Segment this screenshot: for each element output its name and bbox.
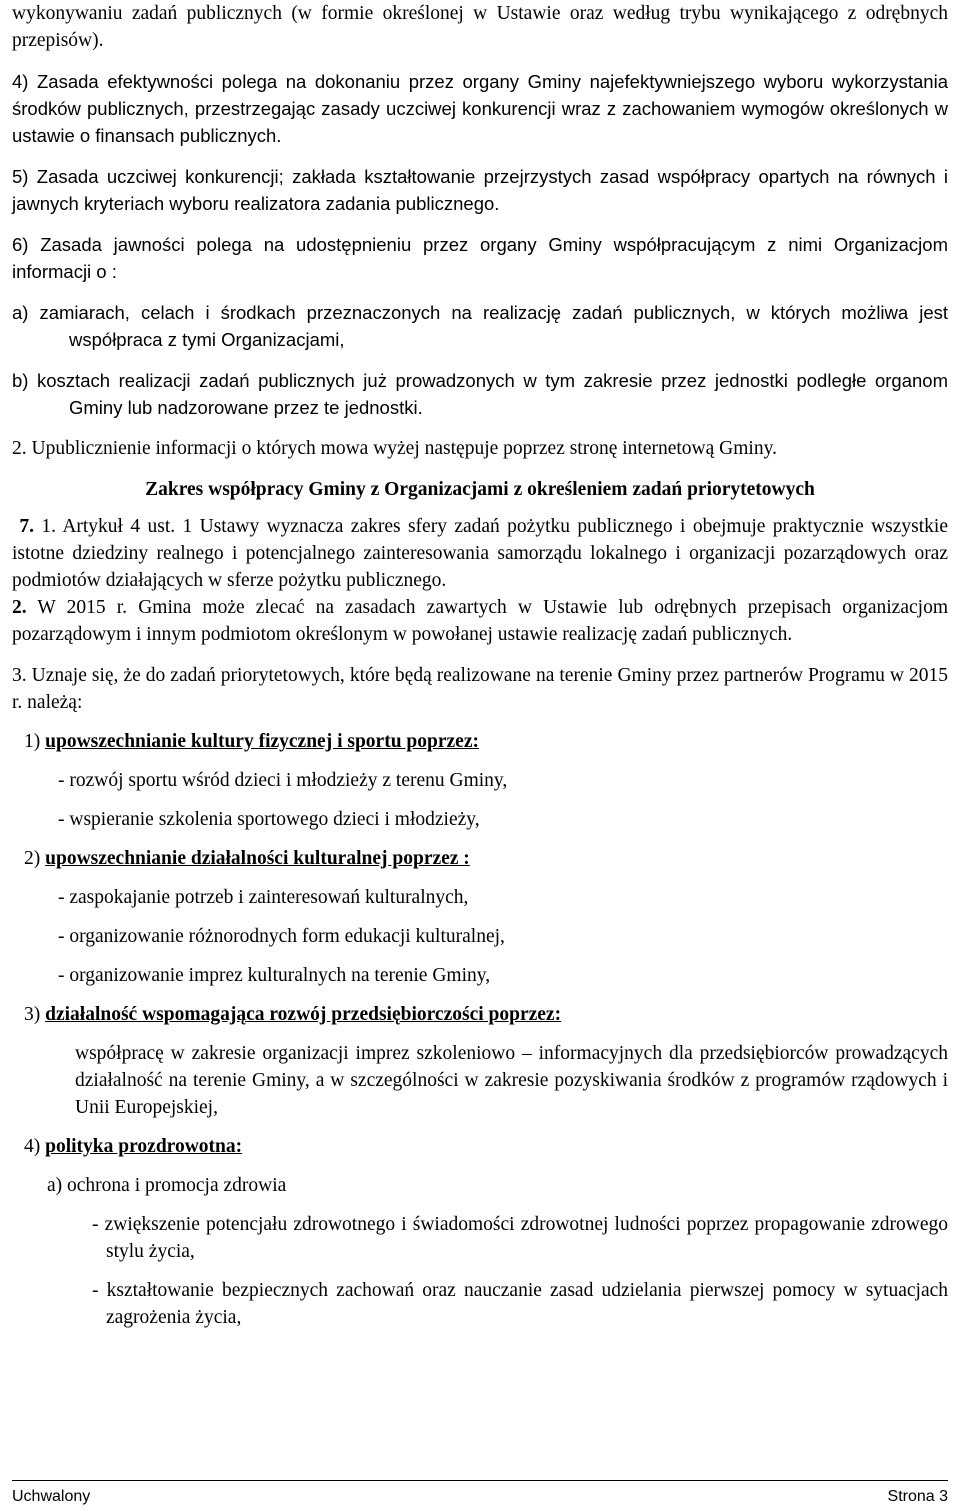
intro-continuation: wykonywaniu zadań publicznych (w formie określonej w Ustawie oraz według trybu wynikającego z odrębnych przepisów). [12, 3, 948, 51]
priority-3-title: działalność wspomagająca rozwój przedsiębiorczości poprzez: [45, 1004, 562, 1025]
transparency-item-a: a) zamiarach, celach i środkach przeznaczonych na realizację zadań publicznych, w których możliwa jest współpraca z tymi Organizacjami, [12, 302, 948, 350]
paragraph-2-text: W 2015 r. Gmina może zlecać na zasadach zawartych w Ustawie lub odrębnych przepisach organizacjom pozarządowym i innym podmiotom określonym w powołanej ustawie realizację zadań publicznych. [12, 597, 948, 645]
section-7-text: 1. Artykuł 4 ust. 1 Ustawy wyznacza zakres sfery zadań pożytku publicznego i obejmuje praktycznie wszystkie istotne dziedziny realnego i potencjalnego zainteresowania samorządu lokalnego i organizacji pozarządowych oraz podmiotów działających w sferze pożytku publicznego. [12, 516, 949, 591]
principle-competition: 5) Zasada uczciwej konkurencji; zakłada kształtowanie przejrzystych zasad współpracy opartych na równych i jawnych kryteriach wyboru realizatora zadania publicznego. [12, 166, 948, 214]
priority-1-title: upowszechnianie kultury fizycznej i sportu poprzez: [45, 731, 479, 752]
priority-4-item: - zwiększenie potencjału zdrowotnego i świadomości zdrowotnej ludności poprzez propagowanie zdrowego stylu życia, [92, 1214, 948, 1262]
priority-2-item: - zaspokajanie potrzeb i zainteresowań kulturalnych, [58, 887, 469, 908]
section-7-paragraph-3: 3. Uznaje się, że do zadań priorytetowych, które będą realizowane na terenie Gminy przez partnerów Programu w 2015 r. należą: [12, 665, 948, 713]
paragraph-number: 2. [12, 597, 27, 618]
priority-4-title: polityka prozdrowotna: [45, 1136, 243, 1157]
priority-4-number: 4) [24, 1136, 46, 1157]
footer-status: Uchwalony [12, 1488, 91, 1505]
priority-2-item: - organizowanie różnorodnych form edukacji kulturalnej, [58, 926, 505, 947]
section-number: 7. [19, 516, 35, 537]
priority-2 [24, 845, 948, 872]
priority-1-item: - wspieranie szkolenia sportowego dzieci i młodzieży, [58, 809, 480, 830]
priority-4-subsection-a: a) ochrona i promocja zdrowia [47, 1175, 287, 1196]
principle-efficiency: 4) Zasada efektywności polega na dokonaniu przez organy Gminy najefektywniejszego wyboru wykorzystania środków publicznych, przestrzegając zasady uczciwej konkurencji wraz z zachowaniem wymogów określonych w ustawie o finansach publicznych. [12, 71, 948, 146]
page-number: Strona 3 [887, 1488, 948, 1505]
priority-4 [24, 1133, 948, 1160]
section-heading: Zakres współpracy Gminy z Organizacjami z określeniem zadań priorytetowych [145, 479, 815, 500]
principle-transparency: 6) Zasada jawności polega na udostępnieniu przez organy Gminy współpracującym z nimi Organizacjom informacji o : [12, 234, 948, 282]
priority-3-number: 3) [24, 1004, 46, 1025]
priority-1-item: - rozwój sportu wśród dzieci i młodzieży z terenu Gminy, [58, 770, 508, 791]
priority-1 [24, 728, 948, 755]
priority-3-text: współpracę w zakresie organizacji imprez szkoleniowo – informacyjnych dla przedsiębiorców prowadzących działalność na terenie Gminy, a w szczególności w zakresie pozyskiwania środków z programów rządowych i Unii Europejskiej, [75, 1043, 948, 1118]
priority-4-item: - kształtowanie bezpiecznych zachowań oraz nauczanie zasad udzielania pierwszej pomocy w sytuacjach zagrożenia życia, [92, 1280, 948, 1328]
section-7-paragraph-1 [12, 513, 948, 594]
publication-paragraph: 2. Upublicznienie informacji o których mowa wyżej następuje poprzez stronę internetową Gminy. [12, 438, 777, 459]
section-7-paragraph-2 [12, 594, 948, 648]
priority-2-title: upowszechnianie działalności kulturalnej poprzez : [45, 848, 470, 869]
priority-2-number: 2) [24, 848, 46, 869]
transparency-item-b: b) kosztach realizacji zadań publicznych już prowadzonych w tym zakresie przez jednostki podległe organom Gminy lub nadzorowane przez te jednostki. [12, 370, 948, 418]
priority-2-item: - organizowanie imprez kulturalnych na terenie Gminy, [58, 965, 491, 986]
page-footer [12, 1480, 948, 1510]
priority-1-number: 1) [24, 731, 46, 752]
priority-3 [24, 1001, 948, 1028]
document-page [12, 0, 948, 1331]
